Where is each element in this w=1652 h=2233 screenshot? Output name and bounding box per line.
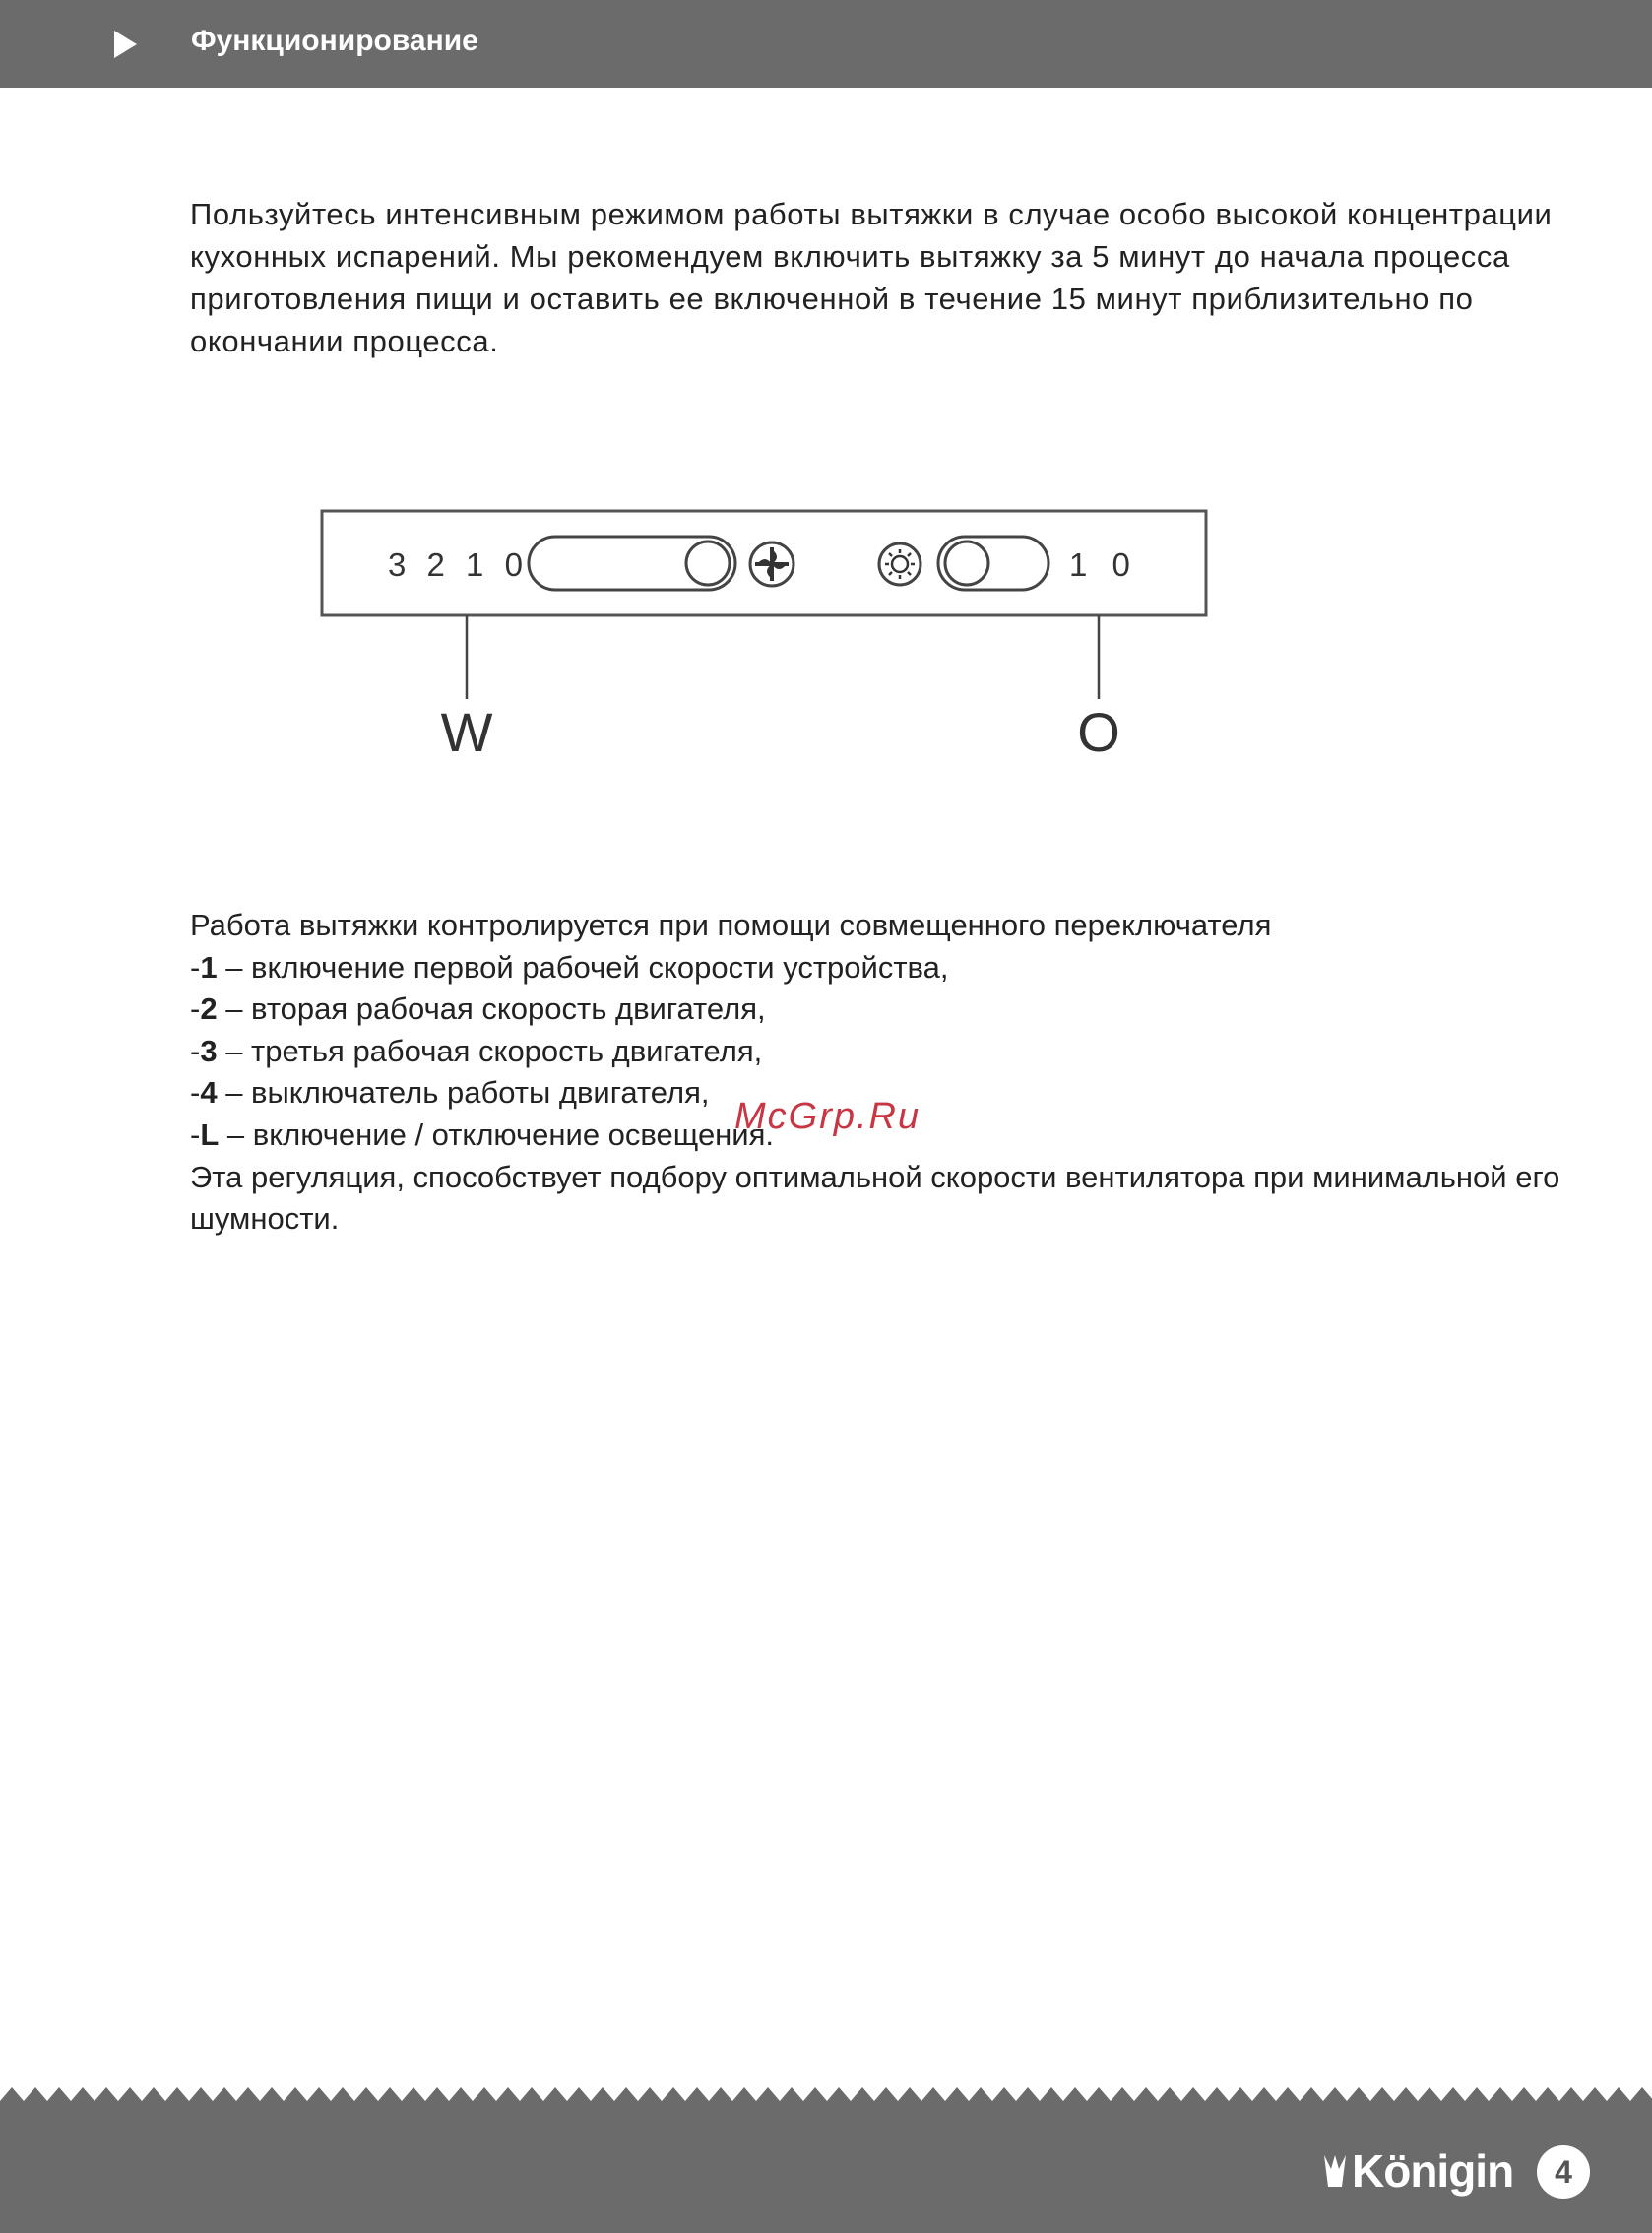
item-prefix: - (190, 949, 201, 985)
item-text: – выключатель работы двигателя, (217, 1075, 710, 1111)
brand-name: Königin (1352, 2145, 1514, 2197)
item-text: – включение / отключение освещения. (219, 1116, 775, 1152)
watermark: McGrp.Ru (734, 1096, 921, 1137)
item-prefix: - (190, 991, 201, 1027)
item-key: L (200, 1116, 220, 1152)
item-key: 2 (200, 991, 218, 1027)
closing-line: шумности. (190, 1201, 340, 1237)
item-prefix: - (190, 1075, 201, 1111)
control-intro: Работа вытяжки контролируется при помощи совмещенного переключателя (190, 908, 1272, 942)
light-scale-label: 1 0 (1069, 546, 1138, 583)
intro-line: Пользуйтесь интенсивным режимом работы вытяжки в случае особо высокой концентрации (190, 197, 1553, 231)
crown-icon (1322, 2151, 1348, 2191)
light-bulb-icon (879, 543, 921, 585)
item-text: – третья рабочая скорость двигателя, (217, 1033, 763, 1068)
callout-label-w: W (440, 701, 493, 763)
light-slider-knob (945, 542, 988, 585)
section-title: Функционирование (191, 25, 478, 57)
intro-line: окончании процесса. (190, 324, 499, 358)
control-item (190, 989, 1608, 1031)
brand-logo (1322, 2144, 1513, 2198)
speed-slider-knob (686, 542, 730, 585)
item-text: – включение первой рабочей скорости устройства, (217, 949, 949, 985)
intro-line: приготовления пищи и оставить ее включенной в течение 15 минут приблизительно по (190, 282, 1474, 316)
intro-line: кухонных испарений. Мы рекомендуем включить вытяжку за 5 минут до начала процесса (190, 239, 1510, 274)
callout-label-o: O (1077, 701, 1120, 763)
page-number-badge: 4 (1537, 2145, 1590, 2199)
speed-scale-label: 3 2 1 0 (388, 546, 529, 583)
closing-line: Эта регуляция, способствует подбору оптимальной скорости вентилятора при минимальной его (190, 1159, 1560, 1194)
control-item (190, 1031, 1608, 1073)
item-key: 3 (200, 1033, 218, 1068)
item-key: 4 (200, 1075, 218, 1111)
item-key: 1 (200, 949, 218, 985)
item-text: – вторая рабочая скорость двигателя, (217, 991, 766, 1027)
control-item (190, 947, 1608, 989)
control-description (190, 905, 1608, 1241)
item-prefix: - (190, 1033, 201, 1068)
item-prefix: - (190, 1116, 201, 1152)
control-panel-diagram (0, 0, 1652, 788)
fan-icon (750, 542, 794, 586)
